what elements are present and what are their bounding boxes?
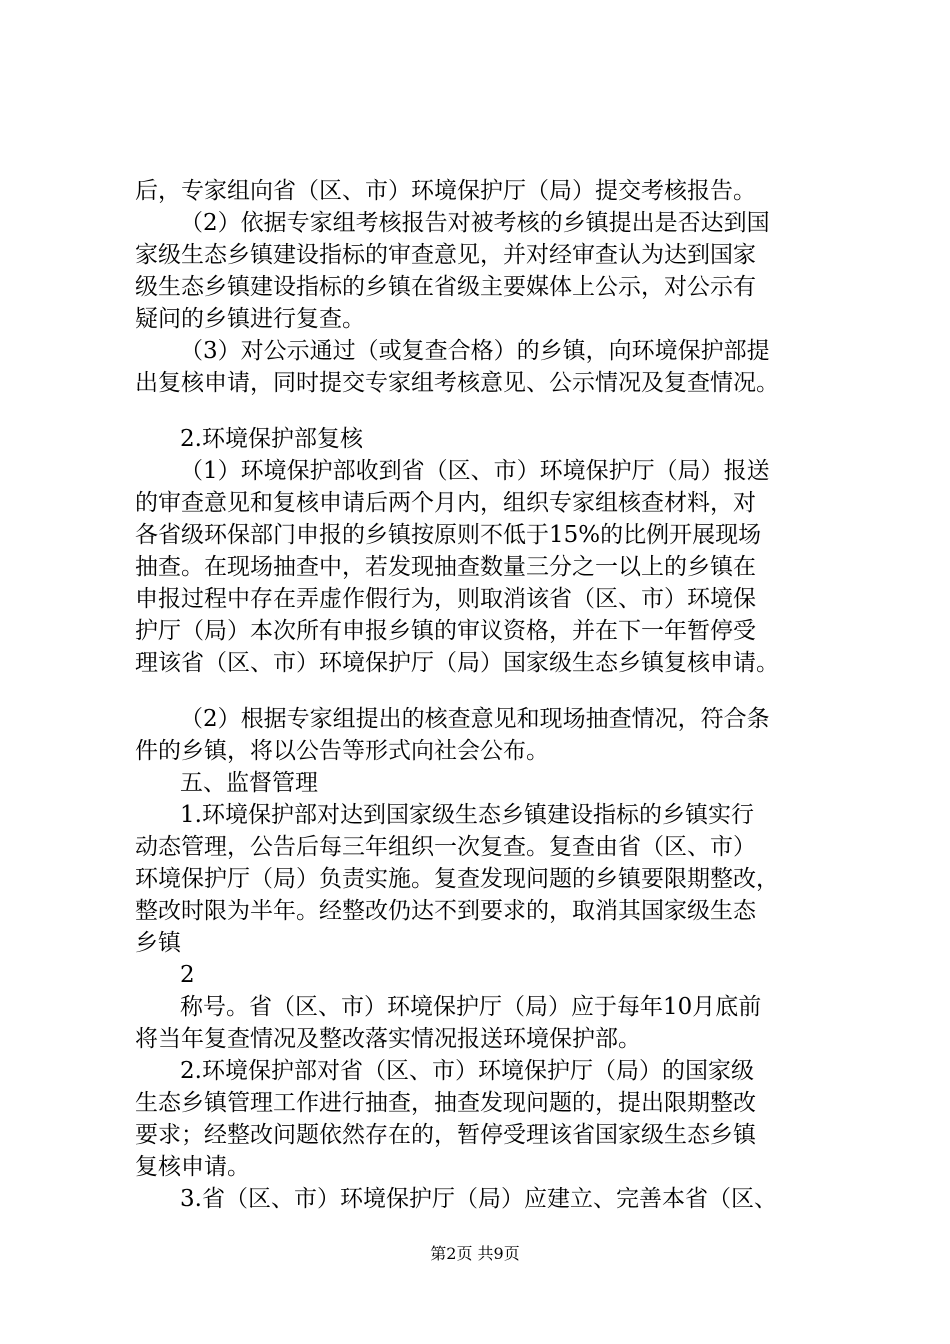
section-heading: 2.环境保护部复核	[180, 426, 363, 452]
text-line-2: （2）依据专家组考核报告对被考核的乡镇提出是否达到国	[180, 210, 770, 236]
text-line-31: 3.省（区、市）环境保护厅（局）应建立、完善本省（区、	[180, 1186, 777, 1212]
text-line-3: 家级生态乡镇建设指标的审查意见，并对经审查认为达到国家	[135, 242, 756, 268]
text-line-7: 出复核申请，同时提交专家组考核意见、公示情况及复查情况。	[135, 370, 779, 396]
text-line-26: 将当年复查情况及整改落实情况报送环境保护部。	[135, 1026, 641, 1052]
text-line-10: 的审查意见和复核申请后两个月内，组织专家组核查材料，对	[135, 490, 756, 516]
text-line-20: 动态管理，公告后每三年组织一次复查。复查由省（区、市）	[135, 834, 756, 860]
text-line-30: 复核申请。	[135, 1154, 250, 1180]
text-line-21: 环境保护厅（局）负责实施。复查发现问题的乡镇要限期整改，	[135, 866, 779, 892]
text-line-17: 件的乡镇，将以公告等形式向社会公布。	[135, 738, 549, 764]
text-line-27: 2.环境保护部对省（区、市）环境保护厅（局）的国家级	[180, 1058, 754, 1084]
text-line-6: （3）对公示通过（或复查合格）的乡镇，向环境保护部提	[180, 338, 770, 364]
text-line-9: （1）环境保护部收到省（区、市）环境保护厅（局）报送	[180, 458, 770, 484]
text-line-12: 抽查。在现场抽查中，若发现抽查数量三分之一以上的乡镇在	[135, 554, 756, 580]
page-footer: 第2页 共9页	[430, 1244, 520, 1263]
text-line-11: 各省级环保部门申报的乡镇按原则不低于15%的比例开展现场	[135, 522, 762, 548]
text-line-15: 理该省（区、市）环境保护厅（局）国家级生态乡镇复核申请。	[135, 650, 779, 676]
text-line-19: 1.环境保护部对达到国家级生态乡镇建设指标的乡镇实行	[180, 802, 754, 828]
text-line-29: 要求；经整改问题依然存在的，暂停受理该省国家级生态乡镇	[135, 1122, 756, 1148]
section-heading-supervision: 五、监督管理	[180, 770, 318, 796]
text-line-5: 疑问的乡镇进行复查。	[135, 306, 365, 332]
text-line-22: 整改时限为半年。经整改仍达不到要求的，取消其国家级生态	[135, 898, 756, 924]
text-line-23: 乡镇	[135, 930, 181, 956]
inline-page-number: 2	[180, 962, 195, 988]
text-line-1: 后，专家组向省（区、市）环境保护厅（局）提交考核报告。	[135, 178, 756, 204]
text-line-28: 生态乡镇管理工作进行抽查，抽查发现问题的，提出限期整改	[135, 1090, 756, 1116]
text-line-13: 申报过程中存在弄虚作假行为，则取消该省（区、市）环境保	[135, 586, 756, 612]
text-line-14: 护厅（局）本次所有申报乡镇的审议资格，并在下一年暂停受	[135, 618, 756, 644]
text-line-16: （2）根据专家组提出的核查意见和现场抽查情况，符合条	[180, 706, 770, 732]
text-line-4: 级生态乡镇建设指标的乡镇在省级主要媒体上公示，对公示有	[135, 274, 756, 300]
text-line-25: 称号。省（区、市）环境保护厅（局）应于每年10月底前	[180, 994, 762, 1020]
